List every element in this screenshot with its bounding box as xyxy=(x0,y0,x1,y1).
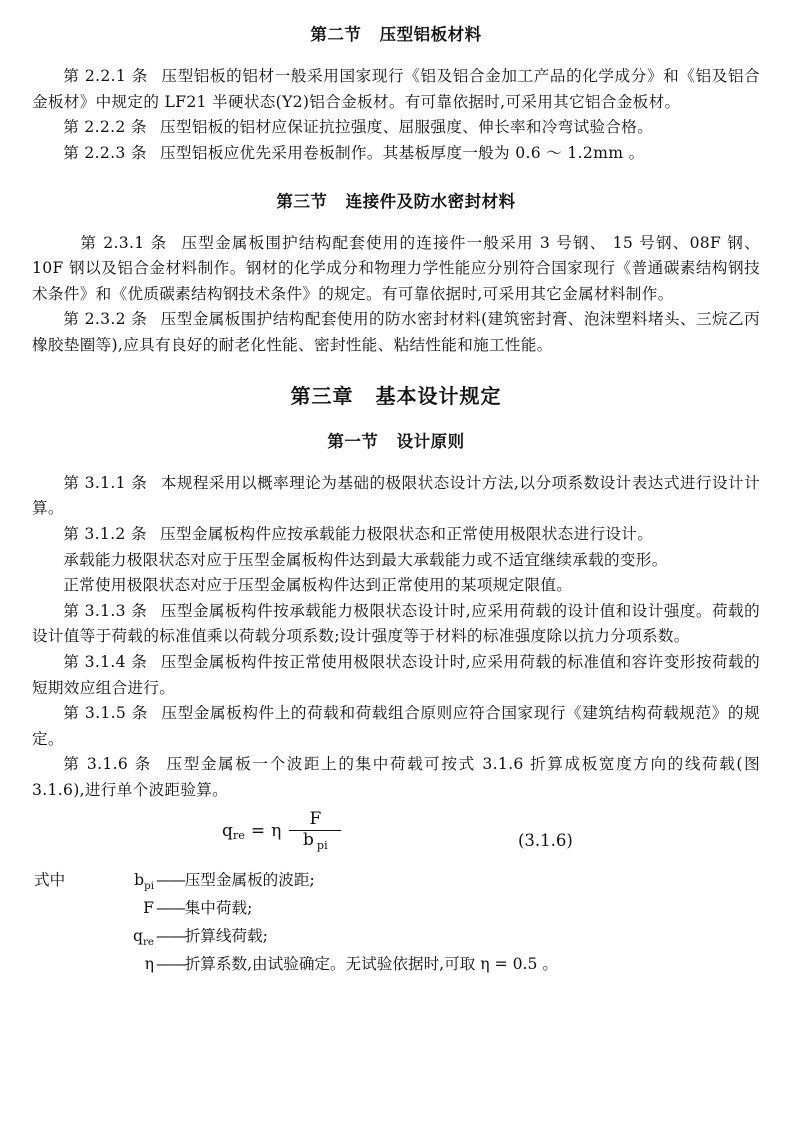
formula-lhs xyxy=(222,821,245,841)
clause-3-1-3-label: 第 3.1.3 条 xyxy=(63,601,148,620)
where-symbol-subscript: pi xyxy=(144,879,154,892)
clause-3-1-4 xyxy=(32,650,760,701)
section-heading-2-3 xyxy=(32,193,760,211)
spacer xyxy=(32,44,760,64)
clause-2-2-2-text: 压型铝板的铝材应保证抗拉强度、屈服强度、伸长率和冷弯试验合格。 xyxy=(160,118,654,137)
where-symbol-base: b xyxy=(134,871,145,890)
where-dash: —— xyxy=(156,955,185,974)
where-definitions-block xyxy=(32,867,760,979)
where-definition-bpi xyxy=(156,867,760,893)
chapter-heading-3-number: 第三章 xyxy=(290,383,354,408)
where-row-bpi xyxy=(32,867,760,895)
spacer xyxy=(32,359,760,385)
clause-2-2-3 xyxy=(32,141,760,167)
where-label: 式中 xyxy=(34,871,66,890)
section-heading-2-2 xyxy=(32,26,760,44)
clause-2-2-1-label: 第 2.2.1 条 xyxy=(63,67,148,86)
clause-2-2-2 xyxy=(32,115,760,141)
clause-2-3-1-text: 压型金属板围护结构配套使用的连接件一般采用 3 号钢、 15 号钢、08F 钢、 10F 钢以及铝合金材料制作。钢材的化学成分和物理力学性能应分别符合国家现行《普通碳素结构钢技术条件》和《优质碳素结构钢技术条件》的规定。有可靠依据时,可采用其它金属材料制作。 xyxy=(32,233,760,303)
section-heading-2-2-title: 压型铝板材料 xyxy=(379,25,482,44)
clause-2-2-1 xyxy=(32,64,760,115)
clause-2-3-2-label: 第 2.3.2 条 xyxy=(63,310,148,329)
formula-denominator-base: b xyxy=(302,830,314,851)
where-definition-f xyxy=(156,895,760,921)
where-symbol-qre xyxy=(92,923,156,951)
clause-2-2-1-text: 压型铝板的铝材一般采用国家现行《铝及铝合金加工产品的化学成分》和《铝及铝合金板材》中规定的 LF21 半硬状态(Y2)铝合金板材。有可靠依据时,可采用其它铝合金板材。 xyxy=(32,67,761,111)
clause-3-1-2c-text: 正常使用极限状态对应于压型金属板构件达到正常使用的某项规定限值。 xyxy=(63,576,573,595)
clause-3-1-2b-text: 承载能力极限状态对应于压型金属板构件达到最大承载能力或不适宜继续承载的变形。 xyxy=(63,550,668,569)
equation-number-3-1-6: (3.1.6) xyxy=(518,831,573,851)
formula-denominator-subscript: pi xyxy=(316,838,328,852)
where-symbol-base: F xyxy=(143,899,154,918)
spacer xyxy=(32,407,760,433)
clause-2-2-2-label: 第 2.2.2 条 xyxy=(63,118,147,137)
clause-3-1-5 xyxy=(32,701,760,752)
where-row-f xyxy=(32,895,760,923)
where-row-qre xyxy=(32,923,760,951)
clause-3-1-2-paragraph-c xyxy=(32,573,760,599)
clause-3-1-4-text: 压型金属板构件按正常使用极限状态设计时,应采用荷载的标准值和容许变形按荷载的短期效应组合进行。 xyxy=(32,652,760,697)
clause-3-1-4-label: 第 3.1.4 条 xyxy=(63,652,148,671)
where-definition-qre xyxy=(156,923,760,949)
clause-3-1-6-label: 第 3.1.6 条 xyxy=(63,755,152,774)
section-heading-3-1-title: 设计原则 xyxy=(396,431,465,451)
where-definition-text: 折算系数,由试验确定。无试验依据时,可取 η = 0.5 。 xyxy=(184,955,558,974)
section-heading-3-1-number: 第一节 xyxy=(327,431,379,451)
clause-2-3-2-text: 压型金属板围护结构配套使用的防水密封材料(建筑密封膏、泡沫塑料堵头、三烷乙丙橡胶垫圈等),应具有良好的耐老化性能、密封性能、粘结性能和施工性能。 xyxy=(32,310,760,355)
formula-expression xyxy=(222,811,341,850)
where-symbol-base: q xyxy=(133,927,143,946)
clause-3-1-3-text: 压型金属板构件按承载能力极限状态设计时,应采用荷载的设计值和设计强度。荷载的设计值等于荷载的标准值乘以荷载分项系数;设计强度等于材料的标准强度除以抗力分项系数。 xyxy=(32,601,760,646)
formula-numerator: F xyxy=(309,809,322,830)
clause-3-1-1-text: 本规程采用以概率理论为基础的极限状态设计方法,以分项系数设计表达式进行设计计算。 xyxy=(32,473,760,518)
clause-2-3-1-label: 第 2.3.1 条 xyxy=(80,233,168,252)
where-definition-eta xyxy=(156,951,760,977)
clause-3-1-3 xyxy=(32,599,760,650)
formula-lhs-base: q xyxy=(222,820,233,841)
clause-3-1-1 xyxy=(32,471,760,522)
chapter-heading-3 xyxy=(32,385,760,407)
where-symbol-subscript: re xyxy=(143,935,154,948)
section-heading-2-2-number: 第二节 xyxy=(310,25,362,44)
where-dash: —— xyxy=(156,899,185,918)
where-symbol-bpi xyxy=(92,867,156,895)
where-symbol-base: η xyxy=(144,955,154,974)
formula-coefficient: η xyxy=(271,820,282,841)
formula-equals: = xyxy=(250,820,266,841)
formula-fraction xyxy=(289,811,341,850)
clause-3-1-6-text: 压型金属板一个波距上的集中荷载可按式 3.1.6 折算成板宽度方向的线荷载(图 3.1.6),进行单个波距验算。 xyxy=(32,755,760,799)
where-symbol-eta xyxy=(92,951,156,979)
formula-block-3-1-6 xyxy=(32,809,760,867)
where-definition-text: 压型金属板的波距; xyxy=(184,871,315,890)
where-dash: —— xyxy=(156,871,185,890)
formula-lhs-subscript: re xyxy=(232,829,245,843)
section-heading-3-1 xyxy=(32,433,760,451)
where-symbol-f xyxy=(92,895,156,923)
where-definition-text: 折算线荷载; xyxy=(184,927,268,946)
clause-3-1-5-text: 压型金属板构件上的荷载和荷载组合原则应符合国家现行《建筑结构荷载规范》的规定。 xyxy=(32,704,761,748)
clause-3-1-2-label: 第 3.1.2 条 xyxy=(63,524,147,543)
formula-denominator xyxy=(294,831,337,850)
clause-3-1-2-paragraph-b xyxy=(32,548,760,574)
clause-3-1-6 xyxy=(32,752,760,803)
clause-2-2-3-label: 第 2.2.3 条 xyxy=(63,143,147,162)
spacer-top xyxy=(32,0,760,26)
spacer xyxy=(32,211,760,231)
page-content xyxy=(32,0,760,979)
spacer xyxy=(32,451,760,471)
chapter-heading-3-title: 基本设计规定 xyxy=(375,383,502,408)
clause-2-2-3-text: 压型铝板应优先采用卷板制作。其基板厚度一般为 0.6 ～ 1.2mm 。 xyxy=(160,143,645,162)
clause-3-1-5-label: 第 3.1.5 条 xyxy=(63,704,148,723)
where-row-eta xyxy=(32,951,760,979)
clause-2-3-1 xyxy=(32,231,760,308)
section-heading-2-3-title: 连接件及防水密封材料 xyxy=(345,191,516,211)
spacer xyxy=(32,167,760,193)
section-heading-2-3-number: 第三节 xyxy=(276,191,328,211)
clause-3-1-1-label: 第 3.1.1 条 xyxy=(63,473,148,492)
clause-2-3-2 xyxy=(32,307,760,358)
clause-3-1-2 xyxy=(32,522,760,548)
where-dash: —— xyxy=(156,927,185,946)
clause-3-1-2-text: 压型金属板构件应按承载能力极限状态和正常使用极限状态进行设计。 xyxy=(160,524,654,543)
where-definition-text: 集中荷载; xyxy=(184,899,253,918)
